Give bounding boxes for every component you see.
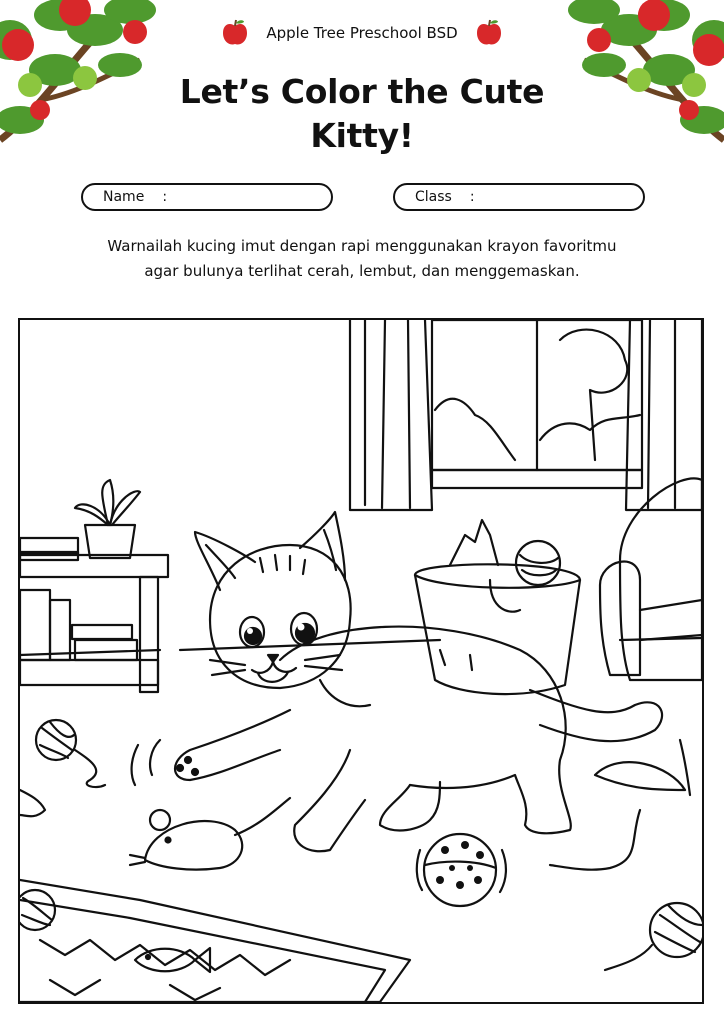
school-name: Apple Tree Preschool BSD [266,24,458,42]
apple-icon [220,18,250,48]
name-separator: : [162,189,168,205]
title-line-1: Let’s Color the Cute [179,72,545,111]
toy-mouse [130,798,290,870]
class-label: Class [415,189,452,205]
name-label: Name [103,189,145,205]
page-title [150,70,574,158]
curtain-left [350,320,432,510]
toy-basket [415,520,580,694]
class-field[interactable] [393,183,645,211]
yarn-ball-right [605,903,702,970]
title-line-2: Kitty! [310,116,414,155]
yarn-ball-bottom-left [20,890,55,930]
apple-icon [474,18,504,48]
rug [20,880,410,1002]
yarn-ball-left [36,720,105,787]
instructions [40,234,684,284]
window [432,320,642,488]
instructions-line-2: agar bulunya terlihat cerah, lembut, dan menggemaskan. [144,262,580,280]
bookshelf [20,480,168,692]
bell-ball [424,834,496,906]
name-field[interactable] [81,183,333,211]
class-separator: : [469,189,475,205]
school-header [0,18,724,48]
cat [175,512,662,851]
cat-illustration [20,320,702,1002]
armchair [600,478,702,680]
feather-toy [550,740,690,870]
coloring-picture-frame [18,318,704,1004]
instructions-line-1: Warnailah kucing imut dengan rapi menggunakan krayon favoritmu [107,237,617,255]
